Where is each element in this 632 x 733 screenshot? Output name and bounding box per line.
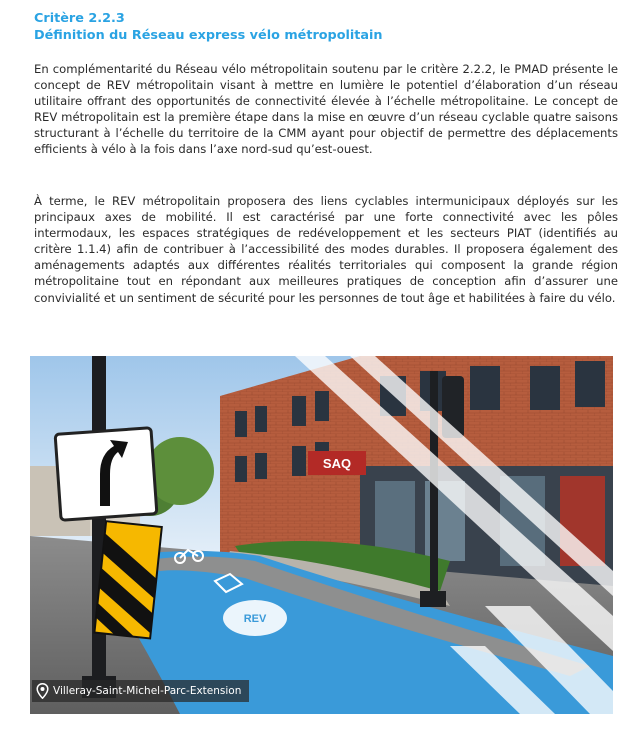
photo-caption [32, 680, 249, 702]
body-paragraph-2: À terme, le REV métropolitain proposera des liens cyclables intermunicipaux déployés sur les principaux axes de mobilité. Il est caractérisé par une forte connectivité avec les pôles intermodaux, les espaces stratégiques de redéveloppement et les secteurs PIAT (identifiés au critère 1.1.4) afin de contribuer à l’accessibilité des modes durables. Il proposera également des aménagements adaptés aux différentes réalités territoriales qui composent la grande région métropolitaine tout en répondant aux meilleures pratiques de conception afin d’assurer une convivialité et un sentiment de sécurité pour les personnes de tout âge et habilitées à faire du vélo. [34, 194, 618, 305]
street-photo-illustration [30, 356, 613, 714]
pavement-marking: REV [243, 613, 267, 625]
store-sign: SAQ [322, 456, 352, 471]
caption-text: Villeray-Saint-Michel-Parc-Extension [53, 685, 242, 697]
location-pin-icon [36, 683, 49, 699]
section-title: Définition du Réseau express vélo métropolitain [34, 28, 383, 43]
section-number: Critère 2.2.3 [34, 11, 125, 26]
street-photo [30, 356, 613, 714]
section-heading [34, 10, 614, 44]
body-paragraph-1: En complémentarité du Réseau vélo métropolitain soutenu par le critère 2.2.2, le PMAD présente le concept de REV métropolitain visant à mettre en lumière le potentiel d’élaboration d’un réseau utilitaire offrant des opportunités de connectivité élevée à l’échelle métropolitaine. Le concept de REV métropolitain est la première étape dans la mise en œuvre d’un réseau cyclable quatre saisons structurant à l’échelle du territoire de la CMM ayant pour objectif de permettre des déplacements efficients à vélo à la fois dans l’axe nord-sud qu’est-ouest. [34, 62, 618, 157]
